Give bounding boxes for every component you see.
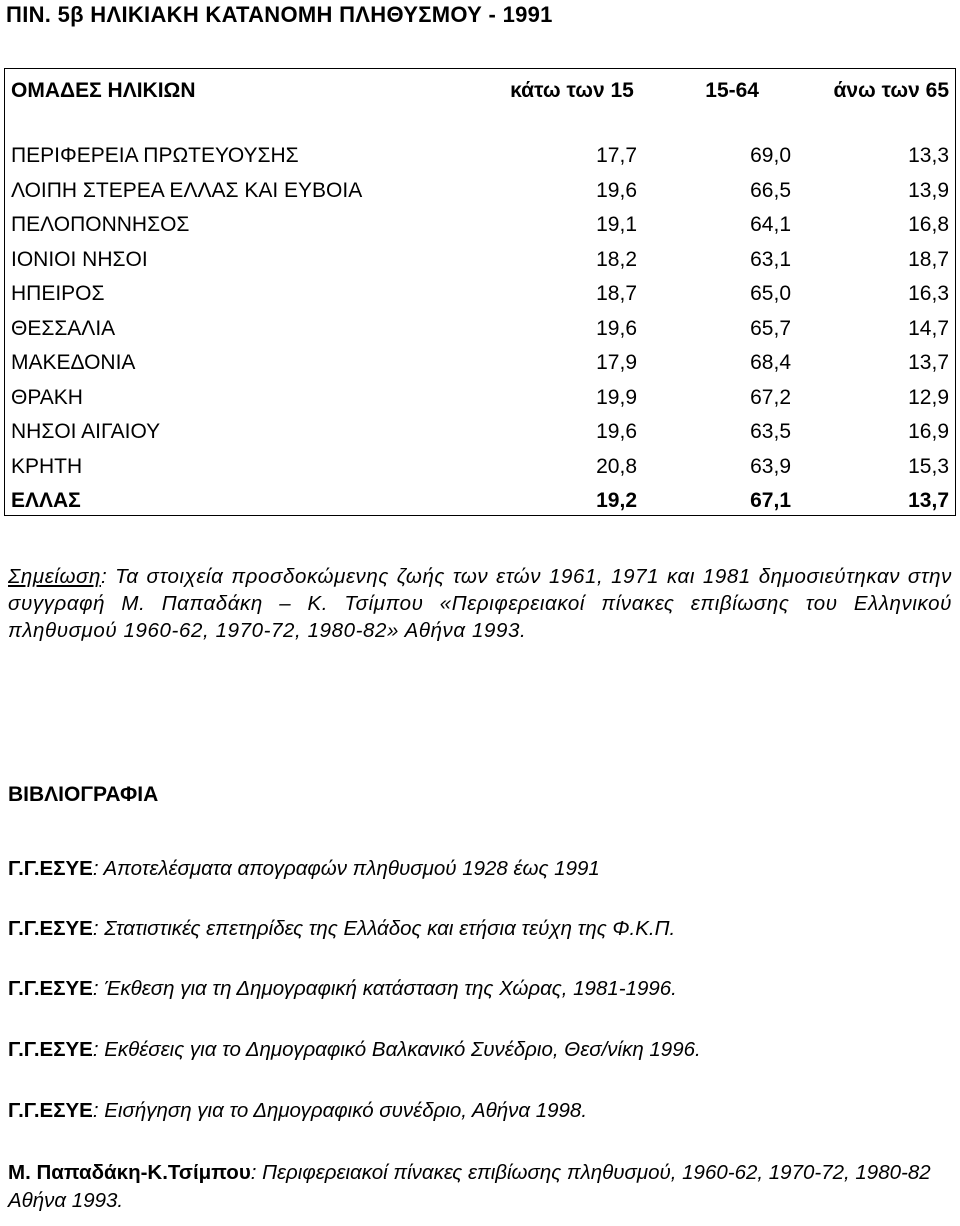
bibliography-author: Γ.Γ.ΕΣΥΕ: [8, 917, 93, 940]
bibliography-entry: [8, 855, 952, 883]
region-name: ΜΑΚΕΔΟΝΙΑ: [11, 351, 136, 374]
bibliography-author: Μ. Παπαδάκη-Κ.Τσίμπου: [8, 1161, 251, 1184]
table-row: [5, 381, 955, 416]
under-15-value: 17,9: [596, 351, 637, 374]
age-15-64-value: 63,1: [750, 247, 791, 271]
region-name: ΘΡΑΚΗ: [11, 385, 83, 409]
region-name: ΛΟΙΠΗ ΣΤΕΡΕΑ ΕΛΛΑΣ ΚΑΙ ΕΥΒΟΙΑ: [11, 178, 363, 202]
table-row: [5, 243, 955, 278]
over-65-value: 16,3: [908, 282, 949, 305]
table-row: [5, 174, 955, 209]
over-65-value: 16,8: [908, 213, 949, 236]
table-row: [5, 208, 955, 243]
bibliography-author: Γ.Γ.ΕΣΥΕ: [8, 857, 93, 880]
under-15-value: 19,6: [596, 178, 637, 202]
age-15-64-value: 66,5: [750, 178, 791, 202]
over-65-value: 13,9: [908, 178, 949, 202]
bibliography-author: Γ.Γ.ΕΣΥΕ: [8, 1099, 93, 1122]
bibliography-entry: [8, 1097, 952, 1125]
table-row: [5, 139, 955, 174]
header-under-15: κάτω των 15: [510, 79, 634, 102]
under-15-value: 19,2: [596, 489, 637, 512]
region-name: ΝΗΣΟΙ ΑΙΓΑΙΟΥ: [11, 420, 161, 443]
header-15-64: 15-64: [705, 79, 759, 102]
over-65-value: 12,9: [908, 385, 949, 409]
bibliography-text: : Εισήγηση για το Δημογραφικό συνέδριο, Αθήνα 1998.: [92, 1099, 588, 1122]
age-15-64-value: 64,1: [750, 213, 791, 236]
table-header-row: [5, 69, 955, 139]
age-15-64-value: 67,2: [750, 385, 791, 409]
bibliography-heading: ΒΙΒΛΙΟΓΡΑΦΙΑ: [8, 783, 159, 806]
region-name: ΙΟΝΙΟΙ ΝΗΣΟΙ: [11, 247, 148, 271]
bibliography-entry: [8, 1159, 952, 1215]
bibliography-text: : Περιφερειακοί πίνακες επιβίωσης πληθυσμού, 1960-62, 1970-72, 1980-82 Αθήνα 1993.: [8, 1161, 931, 1212]
over-65-value: 15,3: [908, 454, 949, 478]
region-name: ΠΕΛΟΠΟΝΝΗΣΟΣ: [11, 213, 190, 236]
header-age-groups: ΟΜΑΔΕΣ ΗΛΙΚΙΩΝ: [11, 79, 196, 102]
under-15-value: 19,6: [596, 316, 637, 340]
over-65-value: 13,3: [908, 144, 949, 167]
over-65-value: 13,7: [908, 489, 949, 512]
age-15-64-value: 63,5: [750, 420, 791, 443]
region-name: ΕΛΛΑΣ: [11, 489, 81, 512]
age-15-64-value: 65,0: [750, 282, 791, 305]
bibliography-text: : Έκθεση για τη Δημογραφική κατάσταση της Χώρας, 1981-1996.: [92, 977, 677, 1000]
region-name: ΘΕΣΣΑΛΙΑ: [11, 316, 116, 340]
region-name: ΚΡΗΤΗ: [11, 454, 83, 478]
under-15-value: 17,7: [596, 144, 637, 167]
table-row: [5, 312, 955, 347]
bibliography-author: Γ.Γ.ΕΣΥΕ: [8, 977, 93, 1000]
over-65-value: 13,7: [908, 351, 949, 374]
bibliography-text: : Αποτελέσματα απογραφών πληθυσμού 1928 έως 1991: [92, 857, 600, 880]
page-title: ΠΙΝ. 5β ΗΛΙΚΙΑΚΗ ΚΑΤΑΝΟΜΗ ΠΛΗΘΥΣΜΟΥ - 1991: [6, 2, 553, 27]
bibliography-text: : Στατιστικές επετηρίδες της Ελλάδος και ετήσια τεύχη της Φ.Κ.Π.: [92, 917, 676, 940]
over-65-value: 16,9: [908, 420, 949, 443]
header-over-65: άνω των 65: [833, 79, 949, 102]
bibliography-entry: [8, 1036, 952, 1064]
region-name: ΠΕΡΙΦΕΡΕΙΑ ΠΡΩΤΕΥΟΥΣΗΣ: [11, 144, 299, 167]
under-15-value: 19,6: [596, 420, 637, 443]
table-row: [5, 415, 955, 450]
region-name: ΗΠΕΙΡΟΣ: [11, 282, 105, 305]
bibliography-text: : Εκθέσεις για το Δημογραφικό Βαλκανικό Συνέδριο, Θεσ/νίκη 1996.: [92, 1038, 701, 1061]
table-row: [5, 277, 955, 312]
note-text: : Τα στοιχεία προσδοκώμενης ζωής των ετών 1961, 1971 και 1981 δημοσιεύτηκαν στην συγγραφή Μ. Παπαδάκη – Κ. Τσίμπου «Περιφερειακοί πίνακες επιβίωσης του Ελληνικού πληθυσμού 1960-62, 1970-72, 1980-82» Αθήνα 1993.: [8, 565, 952, 642]
under-15-value: 19,9: [596, 385, 637, 409]
age-15-64-value: 69,0: [750, 144, 791, 167]
under-15-value: 18,2: [596, 247, 637, 271]
table-note: [8, 563, 952, 644]
note-label: Σημείωση: [8, 565, 101, 588]
bibliography-entry: [8, 915, 952, 943]
bibliography-entry: [8, 975, 952, 1003]
age-15-64-value: 68,4: [750, 351, 791, 374]
over-65-value: 14,7: [908, 316, 949, 340]
table-row: [5, 450, 955, 485]
over-65-value: 18,7: [908, 247, 949, 271]
bibliography-author: Γ.Γ.ΕΣΥΕ: [8, 1038, 93, 1061]
age-15-64-value: 65,7: [750, 316, 791, 340]
table-row: [5, 484, 955, 519]
under-15-value: 19,1: [596, 213, 637, 236]
age-15-64-value: 63,9: [750, 454, 791, 478]
age-distribution-table: [4, 68, 956, 516]
under-15-value: 18,7: [596, 282, 637, 305]
under-15-value: 20,8: [596, 454, 637, 478]
table-row: [5, 346, 955, 381]
age-15-64-value: 67,1: [750, 489, 791, 512]
